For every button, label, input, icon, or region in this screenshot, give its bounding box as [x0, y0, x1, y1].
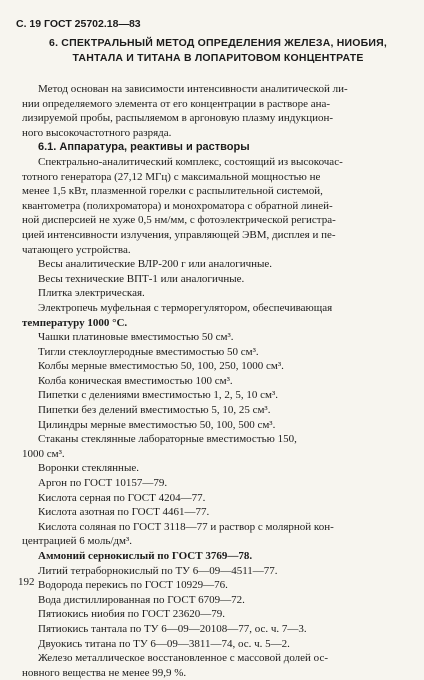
text-line: Вода дистиллированная по ГОСТ 6709—72. [38, 593, 245, 606]
text-line: Спектрально-аналитический комплекс, состоящий из высокочас- [38, 155, 343, 168]
text-line: цией интенсивности излучения, управляющей ЭВМ, дисплея и пе- [22, 228, 336, 241]
text-line: температуру 1000 °С. [22, 316, 128, 329]
text-line: нии определяемого элемента от его концентрации в растворе ана- [22, 97, 331, 110]
page-number: 192 [18, 576, 35, 588]
text-line: Чашки платиновые вместимостью 50 см³. [38, 331, 234, 344]
text-line: Кислота соляная по ГОСТ 3118—77 и раствор с молярной кон- [38, 520, 334, 533]
text-line: Пипетки с делениями вместимостью 1, 2, 5, 10 см³. [38, 389, 279, 402]
text-line: Кислота серная по ГОСТ 4204—77. [38, 491, 206, 504]
text-line: Колба коническая вместимостью 100 см³. [38, 374, 233, 387]
text-line: Аммоний сернокислый по ГОСТ 3769—78. [38, 550, 253, 562]
subsection-heading: 6.1. Аппаратура, реактивы и растворы [38, 141, 250, 154]
text-line: Метод основан на зависимости интенсивности аналитической ли- [38, 83, 348, 95]
text-line: Аргон по ГОСТ 10157—79. [38, 477, 168, 490]
text-line: ного высокочастотного разряда. [22, 126, 172, 139]
text-line: Пятиокись ниобия по ГОСТ 23620—79. [38, 608, 225, 621]
text-line: Водорода перекись по ГОСТ 10929—76. [38, 579, 228, 592]
page-header: С. 19 ГОСТ 25702.18—83 [16, 18, 141, 30]
text-line: Цилиндры мерные вместимостью 50, 100, 500 см³. [38, 418, 276, 431]
text-line: квантометра (полихроматора) и монохроматора с обратной линей- [22, 199, 333, 212]
text-line: Пипетки без делений вместимостью 5, 10, 25 см³. [38, 404, 271, 417]
text-line: центрацией 6 моль/дм³. [22, 535, 133, 548]
text-line: Пятиокись тантала по ТУ 6—09—20108—77, ос. ч. 7—3. [38, 622, 307, 635]
text-line: Колбы мерные вместимостью 50, 100, 250, 1000 см³. [38, 360, 284, 373]
text-line: Электропечь муфельная с терморегулятором, обеспечивающая [38, 301, 333, 314]
text-line: Воронки стеклянные. [38, 462, 139, 475]
text-line: Тигли стеклоуглеродные вместимостью 50 см³. [38, 345, 259, 358]
text-line: менее 1,5 кВт, плазменной горелки с распылительной системой, [22, 185, 323, 198]
text-line: тотного генератора (27,12 МГц) с максимальной мощностью не [22, 170, 321, 183]
text-line: новного вещества не менее 99,9 %. [22, 666, 187, 679]
section-title: 6. СПЕКТРАЛЬНЫЙ МЕТОД ОПРЕДЕЛЕНИЯ ЖЕЛЕЗА, НИОБИЯ, ТАНТАЛА И ТИТАНА В ЛОПАРИТОВОМ КОНЦЕНТРАТЕ [49, 37, 387, 64]
text-line: Весы аналитические ВЛР-200 г или аналогичные. [38, 258, 273, 271]
text-line: лизируемой пробы, распыляемом в аргоновую плазму индукцион- [22, 112, 334, 125]
text-line: Стаканы стеклянные лабораторные вместимостью 150, [38, 433, 297, 446]
text-line: ной дисперсией не хуже 0,5 нм/мм, с фотоэлектрической регистра- [22, 214, 336, 227]
text-line: Железо металлическое восстановленное с массовой долей ос- [38, 652, 328, 665]
text-line: Двуокись титана по ТУ 6—09—3811—74, ос. ч. 5—2. [38, 637, 290, 650]
text-line: Весы технические ВПТ-1 или аналогичные. [38, 272, 245, 285]
document-body [22, 82, 402, 680]
text-line: 1000 см³. [22, 447, 65, 460]
text-line: Кислота азотная по ГОСТ 4461—77. [38, 506, 210, 519]
text-line: чатающего устройства. [22, 243, 131, 256]
text-line: Литий тетраборнокислый по ТУ 6—09—4511—77. [38, 564, 278, 577]
text-line: Плитка электрическая. [38, 287, 145, 300]
